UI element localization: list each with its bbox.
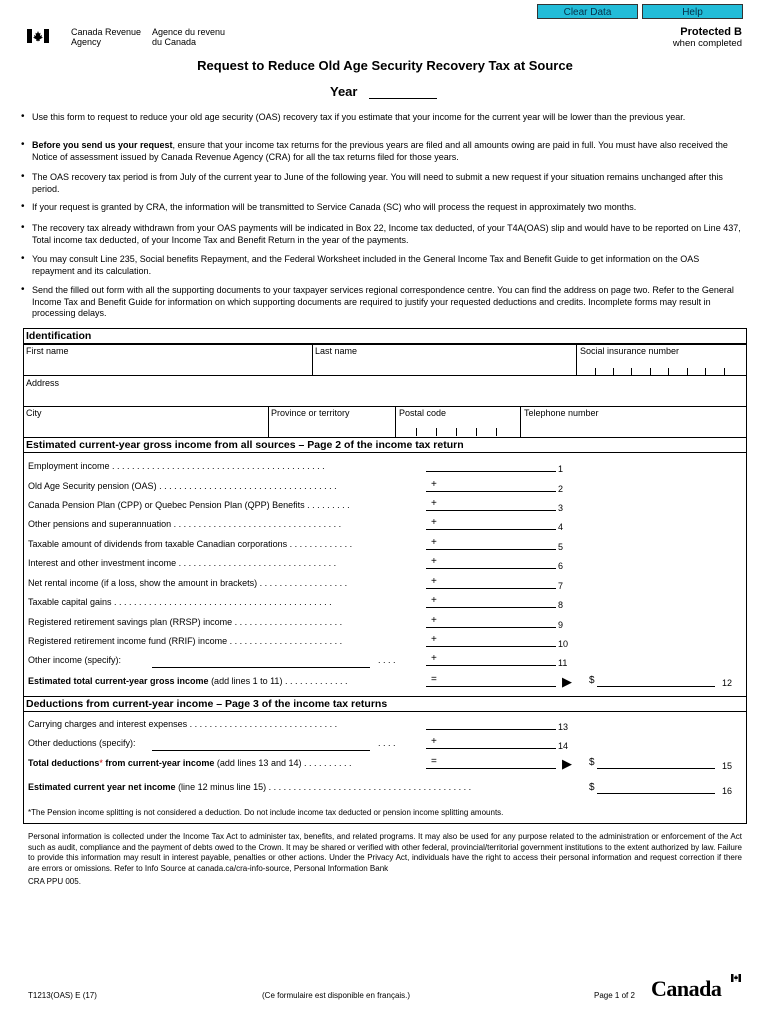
line-15-input[interactable]	[597, 756, 715, 769]
line-number: 4	[558, 522, 564, 532]
line-number: 16	[722, 786, 733, 796]
dollar-sign: $	[589, 782, 595, 793]
income-line-input[interactable]: +	[426, 556, 556, 569]
income-line-input[interactable]: +	[426, 517, 556, 530]
line-15-sign: =	[426, 756, 556, 769]
line-number: 6	[558, 561, 564, 571]
privacy-bank: CRA PPU 005.	[28, 877, 81, 886]
income-line-input[interactable]: +	[426, 615, 556, 628]
income-line-label: Taxable amount of dividends from taxable Canadian corporations . . . . . . . . . . . . .	[28, 539, 353, 549]
income-line-input[interactable]: +	[426, 595, 556, 608]
canada-wordmark: Canada	[651, 976, 722, 1001]
dollar-sign: $	[589, 757, 595, 768]
gross-income-total-label: Estimated total current-year gross income (add lines 1 to 11) . . . . . . . . . . . . .	[28, 676, 348, 686]
page-number: Page 1 of 2	[594, 991, 635, 1000]
sin-label: Social insurance number	[580, 346, 680, 356]
line-number: 10	[558, 639, 569, 649]
income-line-input[interactable]: +	[426, 576, 556, 589]
address-field[interactable]	[23, 375, 747, 407]
line-number: 2	[558, 484, 564, 494]
deduction-footnote: *The Pension income splitting is not considered a deduction. Do not include income tax deducted or pension income splitting amounts.	[28, 808, 504, 817]
income-line-label: Registered retirement savings plan (RRSP) income . . . . . . . . . . . . . . . . . . . . . .	[28, 617, 343, 627]
form-title: Request to Reduce Old Age Security Recovery Tax at Source	[197, 58, 573, 73]
postal-code-label: Postal code	[399, 408, 447, 418]
agency-name-en: Canada Revenue Agency	[71, 27, 142, 47]
total-deductions-label: Total deductions* from current-year income (add lines 13 and 14) . . . . . . . . . .	[28, 758, 352, 768]
income-line-input[interactable]: +	[426, 634, 556, 647]
income-line-label: Interest and other investment income . . . . . . . . . . . . . . . . . . . . . . . . . . . . . . . .	[28, 558, 337, 568]
other-deductions-specify-input[interactable]	[152, 738, 370, 751]
bullet-item: • The recovery tax already withdrawn from your OAS payments will be indicated in Box 22, Income tax deducted, of your T4A(OAS) slip and would have to be reported on Line 437, Total income tax deducted, of your Income Tax and Benefit Return in the year of the payments.	[21, 222, 741, 245]
last-name-label: Last name	[315, 346, 358, 356]
french-note: (Ce formulaire est disponible en français.)	[262, 991, 411, 1000]
line-number: 15	[722, 761, 733, 771]
dots: . . . .	[378, 738, 396, 748]
clear-data-button[interactable]: Clear Data	[537, 4, 638, 19]
line-number: 3	[558, 503, 564, 513]
city-field[interactable]	[23, 406, 269, 438]
year-label: Year	[330, 84, 358, 99]
line-number: 1	[558, 464, 564, 474]
bullet-item: • Send the filled out form with all the supporting documents to your taxpayer services regional correspondence centre. You can find the address on page two. Refer to the General Income Tax and Benefit Guide for information on which supporting documents are required to justify your requested deductions and credits. Incomplete forms may result in processing delays.	[21, 284, 734, 318]
line-13-label: Carrying charges and interest expenses . . . . . . . . . . . . . . . . . . . . . . . . . . . . . .	[28, 719, 338, 729]
income-line-label: Old Age Security pension (OAS) . . . . . . . . . . . . . . . . . . . . . . . . . . . . . . . . . . . .	[28, 481, 337, 491]
canada-flag-icon	[27, 29, 49, 43]
form-id: T1213(OAS) E (17)	[28, 991, 97, 1000]
income-line-input[interactable]: +	[426, 479, 556, 492]
line-number: 11	[558, 658, 568, 668]
deductions-heading: Deductions from current-year income – Page 3 of the income tax returns	[23, 696, 747, 712]
city-label: City	[26, 408, 42, 418]
income-line-label: Canada Pension Plan (CPP) or Quebec Pension Plan (QPP) Benefits . . . . . . . . .	[28, 500, 350, 510]
bullet-item: • You may consult Line 235, Social benefits Repayment, and the Federal Worksheet included in the General Income Tax and Benefit Guide to get information on the OAS repayment and its calculation.	[21, 253, 700, 276]
line-number: 5	[558, 542, 564, 552]
net-income-label: Estimated current year net income (line 12 minus line 15) . . . . . . . . . . . . . . . . . . . . . . . . . . . . . . . . . . . . . . . . .	[28, 782, 472, 792]
income-line-label: Other income (specify):	[28, 655, 122, 665]
agency-name-fr: Agence du revenu du Canada	[152, 27, 226, 47]
year-input[interactable]	[369, 98, 437, 99]
income-line-label: Other pensions and superannuation . . . . . . . . . . . . . . . . . . . . . . . . . . . . . . . . . .	[28, 519, 342, 529]
line-14-input[interactable]: +	[426, 736, 556, 749]
identification-heading: Identification	[23, 328, 747, 344]
province-label: Province or territory	[271, 408, 350, 418]
line-13-input[interactable]	[426, 717, 556, 730]
wordmark-flag-icon	[731, 974, 741, 982]
privacy-notice: Personal information is collected under the Income Tax Act to administer tax, benefits, and related programs. It may also be used for any purpose related to the administration or enforcement of the Act such as audit, compliance and the payment of debts owed to the Crown. It may be shared or verified with other federal, provincial/territorial government institutions to the extent authorized by law. Failure to provide this information may result in interest payable, penalties or other actions. Under the Privacy Act, individuals have the right to access their personal information and request correction if there are errors or omissions. Refer to Info Source at canada.ca/cra-info-source, Personal Information Bank	[28, 832, 742, 873]
income-line-label: Net rental income (if a loss, show the amount in brackets) . . . . . . . . . . . . . . . . . .	[28, 578, 348, 588]
line-number: 14	[558, 741, 569, 751]
arrow-icon: ▶	[562, 674, 572, 689]
income-line-label: Registered retirement income fund (RRIF) income . . . . . . . . . . . . . . . . . . . . . . .	[28, 636, 343, 646]
bullet-item: • If your request is granted by CRA, the information will be transmitted to Service Canada (SC) who will process the request in approximately two months.	[21, 201, 637, 212]
line-number: 9	[558, 620, 564, 630]
income-line-label: Employment income . . . . . . . . . . . . . . . . . . . . . . . . . . . . . . . . . . . . . . . . . . .	[28, 461, 325, 471]
bullet-item: • Use this form to request to reduce your old age security (OAS) recovery tax if you estimate that your income for the current year will be lower than the previous year.	[21, 111, 686, 122]
dollar-sign: $	[589, 675, 595, 686]
income-line-label: Taxable capital gains . . . . . . . . . . . . . . . . . . . . . . . . . . . . . . . . . . . . . . . . . . . .	[28, 597, 332, 607]
protected-b-label: Protected B when completed	[672, 26, 742, 49]
arrow-icon: ▶	[562, 756, 572, 771]
address-label: Address	[26, 378, 60, 388]
bullet-item: • Before you send us your request, ensure that your income tax returns for the previous years are filed and all amounts owing are paid in full. You must have also received the Notice of assessment issued by Canada Revenue Agency (CRA) for all the tax returns filed for those years.	[21, 139, 728, 162]
help-button[interactable]: Help	[642, 4, 743, 19]
income-heading: Estimated current-year gross income from all sources – Page 2 of the income tax return	[23, 437, 747, 453]
line-14-label: Other deductions (specify):	[28, 738, 136, 748]
line-number: 13	[558, 722, 569, 732]
income-line-input[interactable]: +	[426, 498, 556, 511]
other-income-specify-input[interactable]	[152, 655, 370, 668]
line-number: 8	[558, 600, 564, 610]
income-line-input[interactable]: +	[426, 537, 556, 550]
bullet-item: • The OAS recovery tax period is from July of the current year to June of the following year. You will need to submit a new request if your situation remains unchanged after this period.	[21, 171, 723, 194]
line-12-sign: =	[426, 674, 556, 687]
line-12-input[interactable]	[597, 674, 715, 687]
telephone-label: Telephone number	[524, 408, 599, 418]
income-line-input[interactable]	[426, 459, 556, 472]
dots: . . . .	[378, 655, 396, 665]
line-16-input[interactable]	[597, 781, 715, 794]
line-number: 12	[722, 678, 733, 688]
line-number: 7	[558, 581, 564, 591]
income-line-input[interactable]: +	[426, 653, 556, 666]
first-name-label: First name	[26, 346, 69, 356]
